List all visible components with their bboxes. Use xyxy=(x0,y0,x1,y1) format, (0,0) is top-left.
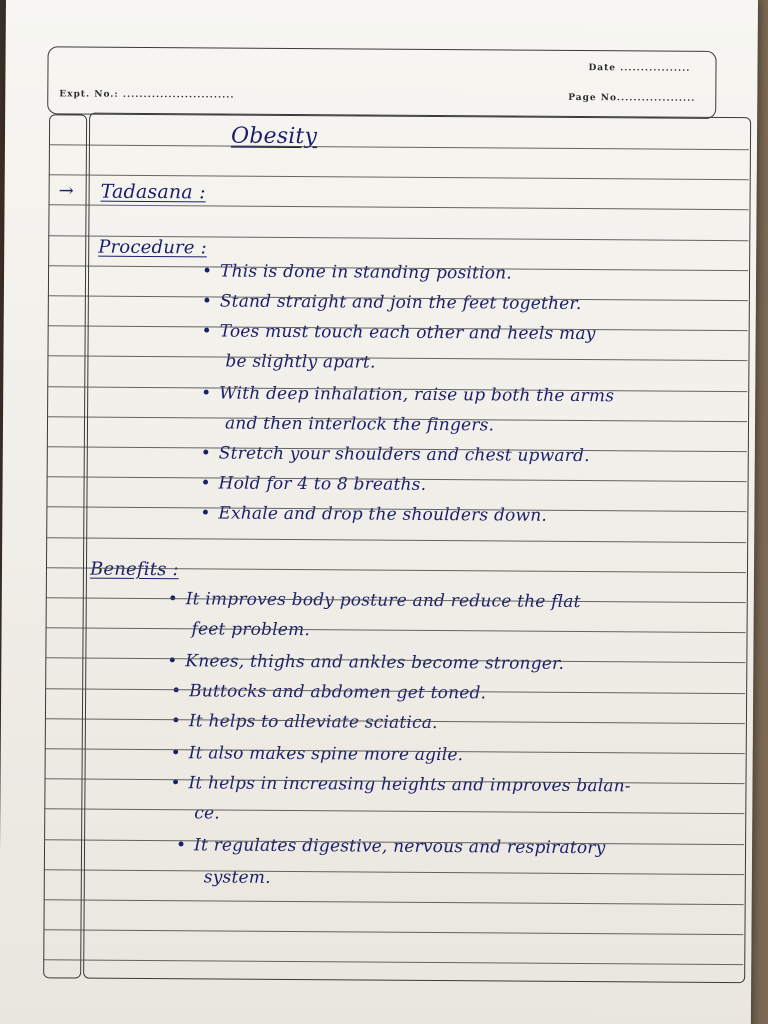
procedure-item: • Toes must touch each other and heels may xyxy=(202,321,596,344)
benefit-item: • It also makes spine more agile. xyxy=(171,743,464,765)
procedure-item: • With deep inhalation, raise up both the arms xyxy=(201,383,614,406)
benefit-item: • It helps to alleviate sciatica. xyxy=(171,711,438,733)
page-number-label: Page No................... xyxy=(568,92,696,104)
benefits-heading: Benefits : xyxy=(89,558,179,581)
benefit-item: • It helps in increasing heights and improves balan- xyxy=(170,773,630,796)
benefit-item: • Knees, thighs and ankles become stronger. xyxy=(167,651,564,674)
procedure-item-continued: be slightly apart. xyxy=(225,351,376,373)
procedure-item-continued: and then interlock the fingers. xyxy=(224,413,495,436)
experiment-number-label: Expt. No.: ........................... xyxy=(59,89,235,101)
procedure-item: • Exhale and drop the shoulders down. xyxy=(200,503,547,525)
left-margin-column xyxy=(43,114,87,978)
date-label: Date ................. xyxy=(588,63,691,74)
procedure-item: • Stand straight and join the feet together. xyxy=(202,291,582,314)
arrow-icon: → xyxy=(58,180,74,202)
benefit-item-continued: feet problem. xyxy=(191,619,311,641)
benefit-item-continued: system. xyxy=(203,867,271,888)
procedure-item: • Stretch your shoulders and chest upward. xyxy=(201,443,590,466)
procedure-item: • This is done in standing position. xyxy=(202,261,512,283)
asana-heading: Tadasana : xyxy=(100,180,206,204)
show-through-ink xyxy=(245,156,665,178)
page-title: Obesity xyxy=(230,123,318,150)
benefit-item-continued: ce. xyxy=(194,803,220,824)
benefit-item: • It improves body posture and reduce the flat xyxy=(168,589,581,612)
page-header-box xyxy=(47,46,716,119)
procedure-item: • Hold for 4 to 8 breaths. xyxy=(201,473,427,495)
benefit-item: • Buttocks and abdomen get toned. xyxy=(171,681,486,703)
benefit-item: • It regulates digestive, nervous and respiratory xyxy=(176,835,606,858)
procedure-heading: Procedure : xyxy=(98,236,207,259)
